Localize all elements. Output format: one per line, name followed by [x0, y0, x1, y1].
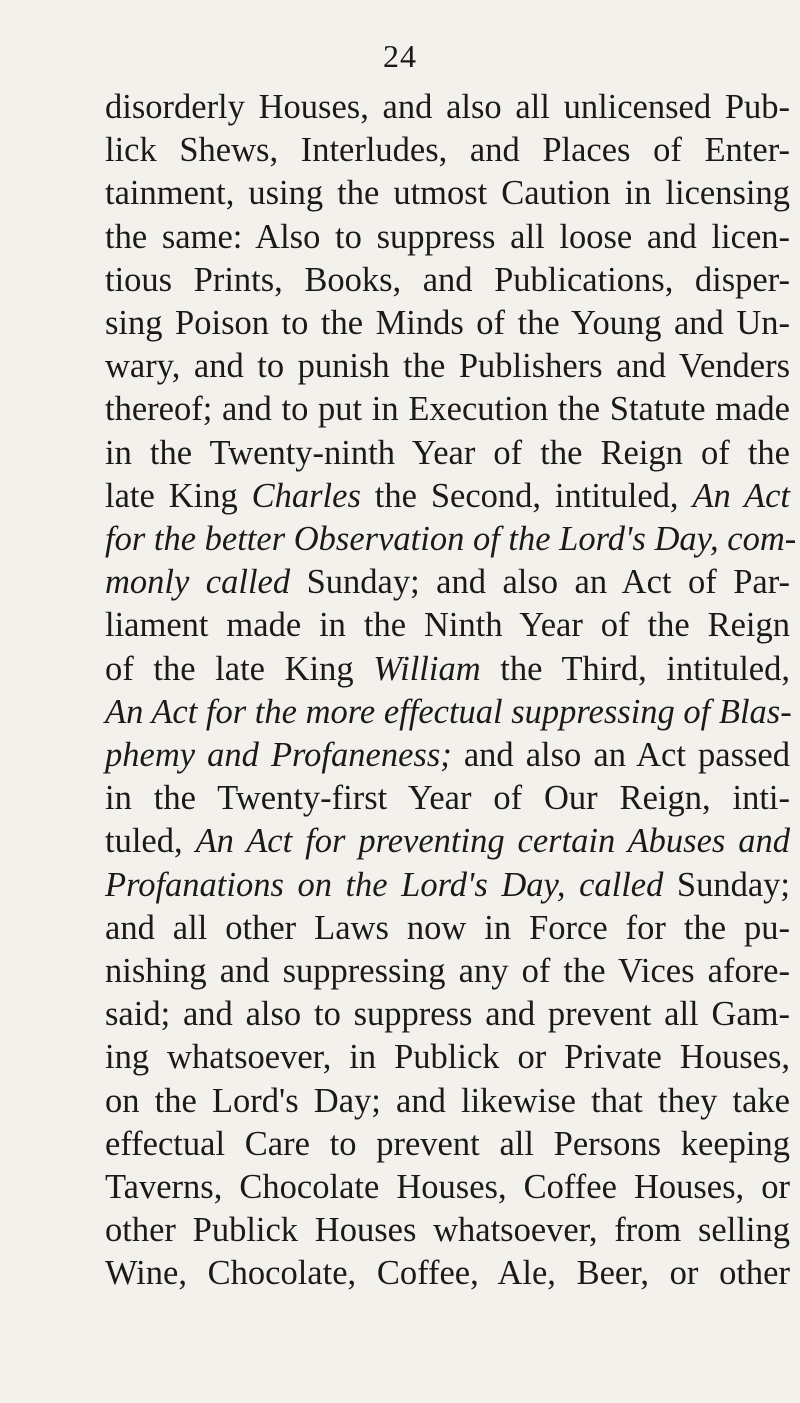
- text-line: [105, 302, 790, 345]
- text-line: [105, 1123, 790, 1166]
- text-segment: Taverns, Chocolate Houses, Coffee Houses, or: [105, 1168, 790, 1207]
- text-line: [105, 172, 790, 215]
- text-segment: Wine, Chocolate, Coffee, Ale, Beer, or other: [105, 1254, 790, 1293]
- text-segment: tious Prints, Books, and Publications, disper-: [105, 260, 790, 299]
- text-segment: disorderly Houses, and also all unlicensed Pub-: [105, 88, 790, 126]
- text-line: [105, 734, 790, 777]
- text-segment: and also an Act passed: [451, 736, 790, 775]
- text-line: [105, 86, 790, 129]
- italic-text-segment: William: [373, 649, 481, 688]
- text-line: [105, 907, 790, 950]
- text-line: [105, 129, 790, 172]
- text-segment: thereof; and to put in Execution the Statute made: [105, 390, 790, 429]
- text-segment: late King: [105, 476, 252, 515]
- text-segment: the Second, intituled,: [360, 476, 693, 515]
- text-line: [105, 1036, 790, 1079]
- text-segment: liament made in the Ninth Year of the Reign: [105, 606, 790, 645]
- text-line: [105, 432, 790, 475]
- text-line: [105, 777, 790, 820]
- italic-text-segment: phemy and Profaneness;: [105, 736, 452, 775]
- italic-text-segment: An Act for the more effectual suppressing of Blas-: [105, 692, 792, 731]
- text-line: [105, 604, 790, 647]
- text-line: [105, 820, 790, 863]
- text-line: [105, 561, 790, 604]
- text-segment: on the Lord's Day; and likewise that they take: [105, 1081, 790, 1120]
- text-segment: tainment, using the utmost Caution in licensing: [105, 174, 790, 213]
- italic-text-segment: monly called: [105, 563, 291, 602]
- italic-text-segment: An Act for preventing certain Abuses and: [195, 822, 791, 861]
- text-line: [105, 691, 790, 734]
- italic-text-segment: for the better Observation of the Lord's Day, com-: [105, 520, 797, 559]
- text-line: [105, 475, 790, 518]
- text-segment: in the Twenty-ninth Year of the Reign of the: [105, 433, 790, 472]
- text-segment: tuled,: [105, 822, 196, 861]
- text-line: [105, 993, 790, 1036]
- text-line: [105, 388, 790, 431]
- text-segment: Sunday; and also an Act of Par-: [290, 563, 790, 602]
- text-segment: ing whatsoever, in Publick or Private Houses,: [105, 1038, 790, 1077]
- text-line: [105, 518, 797, 561]
- text-line: [105, 1209, 790, 1252]
- text-segment: nishing and suppressing any of the Vices afore-: [105, 952, 790, 991]
- text-segment: wary, and to punish the Publishers and Venders: [105, 347, 790, 386]
- text-segment: of the late King: [105, 649, 374, 688]
- text-line: [105, 1080, 790, 1123]
- text-segment: other Publick Houses whatsoever, from selling: [105, 1211, 790, 1250]
- text-line: [105, 864, 790, 907]
- italic-text-segment: An Act: [692, 476, 791, 515]
- page-number: 24: [383, 38, 417, 74]
- text-segment: effectual Care to prevent all Persons keeping: [105, 1124, 790, 1163]
- text-segment: and all other Laws now in Force for the pu-: [105, 908, 790, 947]
- text-segment: sing Poison to the Minds of the Young and Un-: [105, 304, 790, 343]
- text-segment: Sunday;: [663, 865, 790, 904]
- text-segment: lick Shews, Interludes, and Places of Enter-: [105, 131, 790, 170]
- text-line: [105, 648, 790, 691]
- text-segment: said; and also to suppress and prevent all Gam-: [105, 995, 790, 1034]
- text-line: [105, 1166, 790, 1209]
- italic-text-segment: Profanations on the Lord's Day, called: [105, 865, 664, 904]
- text-segment: the same: Also to suppress all loose and licen-: [105, 217, 790, 256]
- text-line: [105, 345, 790, 388]
- italic-text-segment: Charles: [251, 476, 361, 515]
- text-segment: the Third, intituled,: [480, 649, 790, 688]
- text-line: [105, 216, 790, 259]
- text-line: [105, 950, 790, 993]
- text-segment: in the Twenty-first Year of Our Reign, inti-: [105, 779, 790, 818]
- text-line: [105, 259, 790, 302]
- body-text: [105, 86, 797, 1296]
- text-line: [105, 1252, 790, 1295]
